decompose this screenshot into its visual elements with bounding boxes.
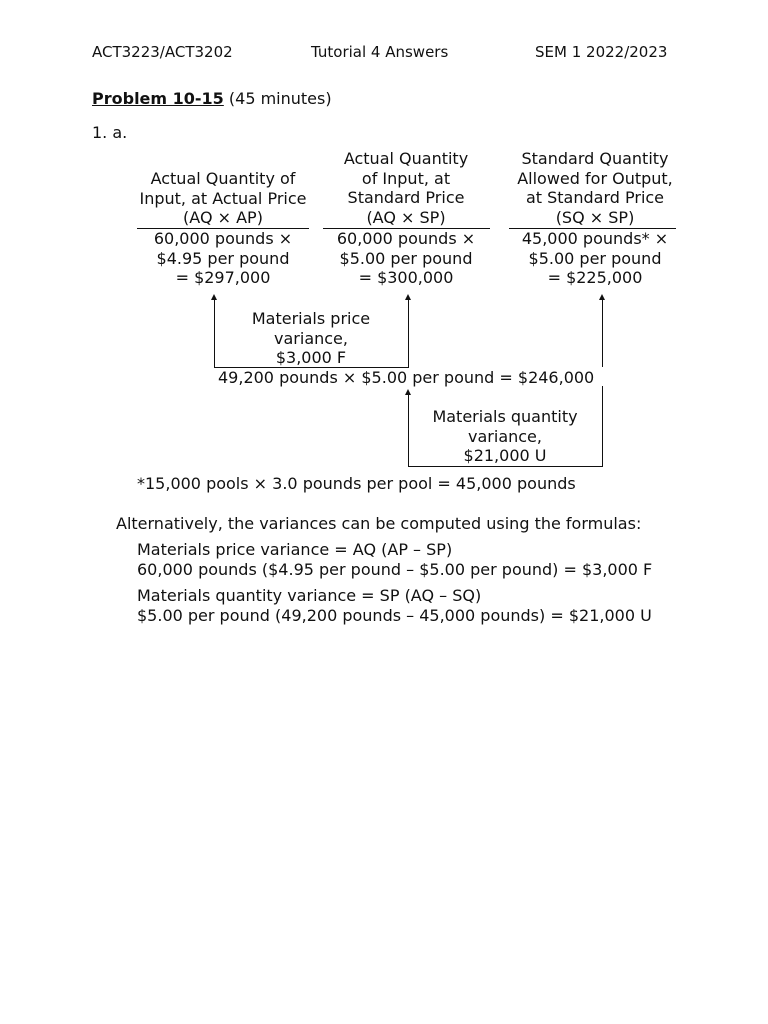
column-aq-ap-body bbox=[130, 229, 316, 288]
variance-line: Materials quantity bbox=[432, 407, 578, 426]
body-line: $4.95 per pound bbox=[156, 248, 290, 268]
variance-line: variance, bbox=[468, 426, 542, 446]
variance-line: variance, bbox=[274, 328, 348, 348]
alternative-intro: Alternatively, the variances can be computed using the formulas: bbox=[116, 514, 642, 533]
column-sq-sp-heading bbox=[497, 149, 693, 227]
formula-quantity-variance: Materials quantity variance = SP (AQ – SQ) bbox=[137, 586, 482, 605]
heading-line: Standard Quantity bbox=[521, 149, 669, 168]
problem-duration: (45 minutes) bbox=[228, 89, 332, 108]
variance-line: Materials price bbox=[251, 309, 371, 328]
heading-line: Actual Quantity of bbox=[150, 169, 296, 188]
heading-line: (AQ × AP) bbox=[183, 208, 263, 227]
variance-line: $21,000 U bbox=[463, 446, 547, 465]
body-line: = $297,000 bbox=[175, 268, 271, 287]
footnote: *15,000 pools × 3.0 pounds per pool = 45,000 pounds bbox=[137, 474, 576, 493]
heading-line: Actual Quantity bbox=[343, 149, 469, 168]
body-line: $5.00 per pound bbox=[528, 248, 662, 268]
body-line: = $225,000 bbox=[547, 268, 643, 287]
heading-line: (SQ × SP) bbox=[555, 207, 635, 227]
part-label: 1. a. bbox=[92, 123, 128, 142]
body-line: 60,000 pounds × bbox=[336, 229, 476, 248]
column-aq-ap-heading bbox=[130, 169, 316, 228]
bracket-line bbox=[408, 466, 603, 467]
bracket-line bbox=[408, 394, 409, 466]
heading-line: Allowed for Output, bbox=[517, 168, 673, 188]
document-title: Tutorial 4 Answers bbox=[311, 43, 449, 61]
heading-line: Input, at Actual Price bbox=[139, 188, 307, 208]
body-line: $5.00 per pound bbox=[339, 248, 473, 268]
formula-price-variance: Materials price variance = AQ (AP – SP) bbox=[137, 540, 453, 559]
heading-line: (AQ × SP) bbox=[366, 207, 446, 227]
body-line: = $300,000 bbox=[358, 268, 454, 287]
semester-label: SEM 1 2022/2023 bbox=[535, 43, 668, 61]
problem-label: Problem 10-15 bbox=[92, 89, 224, 108]
variance-line: $3,000 F bbox=[275, 348, 347, 367]
bracket-line bbox=[602, 386, 603, 466]
bracket-line bbox=[408, 299, 409, 367]
heading-line: of Input, at bbox=[361, 168, 451, 188]
actual-quantity-standard-price-line: 49,200 pounds × $5.00 per pound = $246,000 bbox=[218, 368, 595, 387]
heading-line: at Standard Price bbox=[525, 188, 665, 207]
column-aq-sp-body bbox=[313, 229, 499, 288]
computation-quantity-variance: $5.00 per pound (49,200 pounds – 45,000 pounds) = $21,000 U bbox=[137, 606, 652, 625]
quantity-variance-label bbox=[420, 407, 590, 466]
price-variance-label bbox=[228, 309, 394, 368]
column-sq-sp-body bbox=[497, 229, 693, 288]
column-aq-sp-heading bbox=[313, 149, 499, 227]
computation-price-variance: 60,000 pounds ($4.95 per pound – $5.00 per pound) = $3,000 F bbox=[137, 560, 653, 579]
heading-line: Standard Price bbox=[347, 188, 465, 207]
body-line: 60,000 pounds × bbox=[153, 229, 293, 248]
course-code: ACT3223/ACT3202 bbox=[92, 43, 233, 61]
bracket-line bbox=[214, 299, 215, 367]
problem-heading bbox=[92, 89, 332, 109]
bracket-line bbox=[602, 299, 603, 367]
body-line: 45,000 pounds* × bbox=[521, 229, 669, 248]
